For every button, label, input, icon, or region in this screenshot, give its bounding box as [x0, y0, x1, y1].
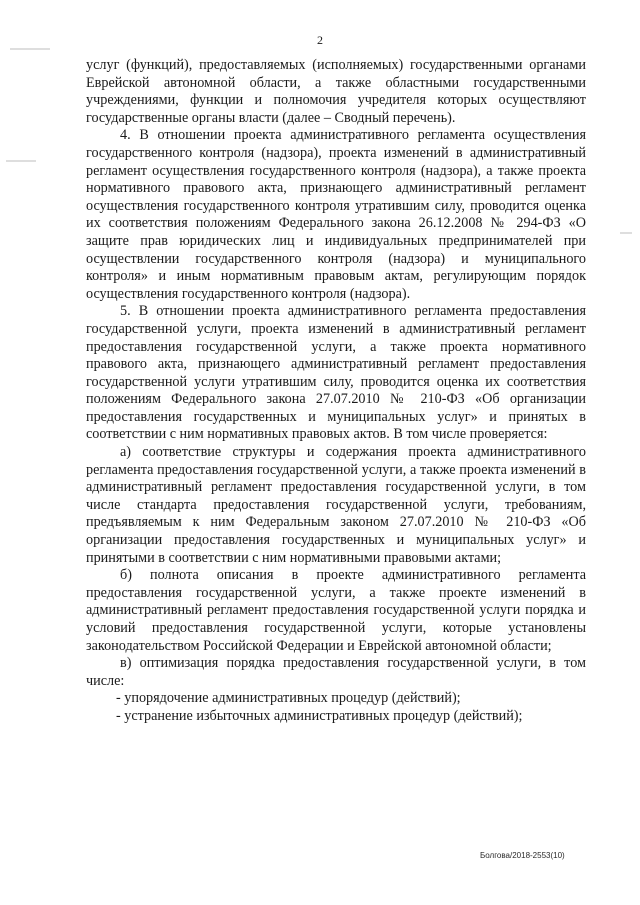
paragraph-subitem-b: б) полнота описания в проекте административного регламента предоставления государственной услуги, а также проекте изменений в административный регламент предоставления государственной услуги порядка и условий предоставления государственной услуги, которые установлены законодательством Российской Федерации и Еврейской автономной области;	[86, 567, 586, 654]
document-body	[86, 57, 586, 726]
paragraph-subitem-a: а) соответствие структуры и содержания проекта административного регламента предоставления государственной услуги, а также проекта изменений в административный регламент предоставления государственной услуги, в том числе стандарта предоставления государственной услуги, требованиям, предъявляемым к ним Федеральным законом 27.07.2010 № 210-ФЗ «Об организации предоставления государственных и муниципальных услуг» и принятыми в соответствии с ним нормативными правовыми актами;	[86, 444, 586, 566]
paragraph-subitem-v: в) оптимизация порядка предоставления государственной услуги, в том числе:	[86, 655, 586, 689]
document-reference-code: Болгова/2018-2553(10)	[480, 851, 565, 860]
dash-item: - устранение избыточных административных процедур (действий);	[116, 707, 523, 724]
page-number: 2	[317, 33, 323, 47]
paragraph-continuation: услуг (функций), предоставляемых (исполняемых) государственными органами Еврейской автономной области, а также областными государственными учреждениями, функции и полномочия учредителя которых осуществляют государственные органы власти (далее – Сводный перечень).	[86, 57, 586, 126]
scan-artifact	[620, 232, 632, 234]
paragraph-item-4: 4. В отношении проекта административного регламента осуществления государственного контроля (надзора), проекта изменений в административный регламент осуществления государственного контроля (надзора), а также проекта нормативного правового акта, признающего административный регламент осуществления государственного контроля утратившим силу, проводится оценка их соответствия положениям Федерального закона 26.12.2008 № 294-ФЗ «О защите прав юридических лиц и индивидуальных предпринимателей при осуществлении государственного контроля (надзора) и муниципального контроля» и иным нормативным правовым актам, регулирующим порядок осуществления государственного контроля (надзора).	[86, 127, 586, 302]
dash-item: - упорядочение административных процедур (действий);	[116, 690, 461, 707]
scan-artifact	[6, 160, 36, 162]
paragraph-item-5: 5. В отношении проекта административного регламента предоставления государственной услуги, проекта изменений в административный регламент предоставления государственной услуги, а также проекта нормативного правового акта, признающего административный регламент предоставления государственной услуги утратившим силу, проводится оценка их соответствия положениям Федерального закона 27.07.2010 № 210-ФЗ «Об организации предоставления государственных и муниципальных услуг» и принятых в соответствии с ним нормативных правовых актов. В том числе проверяется:	[86, 303, 586, 443]
scan-artifact	[10, 48, 50, 50]
